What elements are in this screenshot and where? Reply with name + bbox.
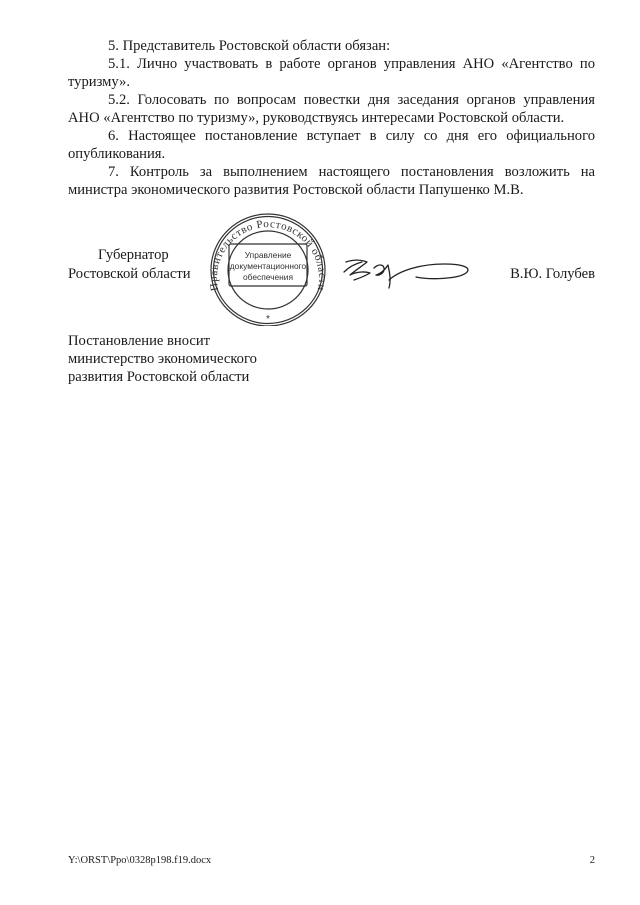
signature-graphic: [340, 250, 475, 290]
initiator-line1: Постановление вносит: [68, 333, 211, 349]
governor-title-line2: Ростовской области: [68, 266, 191, 282]
initiator-line3: развития Ростовской области: [68, 369, 250, 385]
decree-body: [68, 37, 595, 199]
seal-inner-line3: обеспечения: [243, 272, 293, 282]
seal-outer-text: Правительство Ростовской области: [207, 218, 329, 292]
seal-inner-line2: документационного: [229, 261, 307, 271]
paragraph-5: 5. Представитель Ростовской области обязан:: [108, 38, 391, 54]
governor-name: В.Ю. Голубев: [510, 266, 595, 282]
seal-graphic: [203, 208, 333, 326]
decree-initiator: [68, 332, 328, 386]
paragraph-6: 6. Настоящее постановление вступает в силу со дня его официального опубликования.: [68, 128, 595, 162]
governor-title-line1: Губернатор: [98, 247, 169, 263]
paragraph-7: 7. Контроль за выполнением настоящего постановления возложить на министра экономического развития Ростовской области Папушенко М.В.: [68, 164, 595, 198]
footer-page-number: 2: [589, 855, 595, 866]
governor-title: [68, 246, 198, 284]
signature-block: [0, 200, 640, 325]
initiator-line2: министерство экономического: [68, 351, 257, 367]
paragraph-5-2: 5.2. Голосовать по вопросам повестки дня заседания органов управления АНО «Агентство по туризму», руководствуясь интересами Ростовской области.: [68, 92, 595, 126]
footer-file-path: Y:\ORST\Ppo\0328p198.f19.docx: [68, 855, 212, 866]
seal-inner-line1: Управление: [244, 250, 292, 260]
paragraph-5-1: 5.1. Лично участвовать в работе органов управления АНО «Агентство по туризму».: [68, 56, 595, 90]
seal-star: *: [266, 314, 270, 325]
official-seal-icon: [203, 208, 333, 326]
handwritten-signature-icon: [340, 250, 475, 290]
